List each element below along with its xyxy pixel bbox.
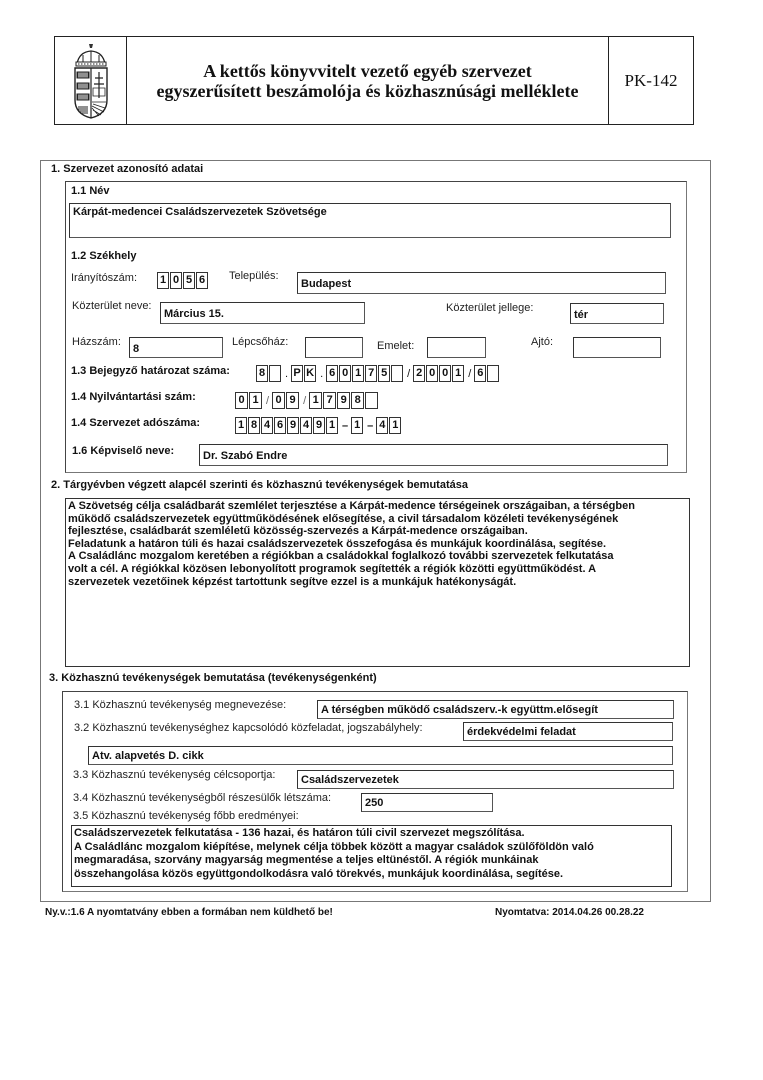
- public-task-field[interactable]: érdekvédelmi feladat: [463, 722, 673, 741]
- digit-cell[interactable]: 4: [261, 417, 273, 434]
- text-line: Feladatunk a határon túli és hazai családszervezetek összefogása és munkájuk koordinálása, segítése.: [68, 537, 607, 550]
- tax-number-field[interactable]: [235, 417, 402, 434]
- digit-cell[interactable]: 0: [439, 365, 451, 382]
- name-heading: 1.1 Név: [71, 185, 110, 197]
- section-2-title: 2. Tárgyévben végzett alapcél szerinti és közhasznú tevékenységek bemutatása: [51, 479, 468, 491]
- door-field[interactable]: [573, 337, 661, 358]
- house-number-field[interactable]: 8: [129, 337, 223, 358]
- section-3-title: 3. Közhasznú tevékenységek bemutatása (tevékenységenként): [49, 672, 377, 684]
- beneficiaries-field[interactable]: 250: [361, 793, 493, 812]
- staircase-field[interactable]: [305, 337, 363, 358]
- digit-cell[interactable]: 4: [300, 417, 312, 434]
- digit-cell[interactable]: 1: [352, 365, 364, 382]
- postcode-digit[interactable]: 5: [183, 272, 195, 289]
- registration-decision-label: 1.3 Bejegyző határozat száma:: [71, 365, 230, 377]
- digit-cell[interactable]: 1: [309, 392, 322, 409]
- form-title-line-2: egyszerűsített beszámolója és közhasznúsági melléklete: [156, 80, 579, 101]
- separator: /: [303, 395, 307, 407]
- digit-cell[interactable]: [391, 365, 403, 382]
- digit-cell[interactable]: [269, 365, 281, 382]
- target-group-label: 3.3 Közhasznú tevékenység célcsoportja:: [73, 769, 276, 781]
- digit-cell[interactable]: 6: [326, 365, 338, 382]
- digit-cell[interactable]: P: [291, 365, 303, 382]
- public-task-label: 3.2 Közhasznú tevékenységhez kapcsolódó közfeladat, jogszabályhely:: [74, 722, 423, 734]
- results-label: 3.5 Közhasznú tevékenység főbb eredményei:: [73, 810, 299, 822]
- digit-cell[interactable]: [487, 365, 499, 382]
- postcode-label: Irányítószám:: [71, 272, 138, 284]
- text-line: A Szövetség célja családbarát szemlélet terjesztése a Kárpát-medence térségeinek országaiban, a térségben: [68, 500, 635, 512]
- text-line: megmaradása, szorvány magyarság megmentése a teljes eltünéstől. A régiók munkáinak: [74, 854, 539, 866]
- digit-cell[interactable]: 0: [235, 392, 248, 409]
- activity-name-label: 3.1 Közhasznú tevékenység megnevezése:: [74, 699, 287, 711]
- digit-cell[interactable]: 9: [337, 392, 350, 409]
- digit-cell[interactable]: 9: [287, 417, 299, 434]
- representative-field[interactable]: Dr. Szabó Endre: [199, 444, 668, 466]
- digit-cell[interactable]: K: [304, 365, 316, 382]
- text-line: összehangolása közös együttgondolkodásra való törekvés, munkájuk koordinálása, segítése.: [74, 867, 564, 880]
- beneficiaries-label: 3.4 Közhasznú tevékenységből részesülők létszáma:: [73, 792, 332, 804]
- form-title-line-1: A kettős könyvvitelt vezető egyéb szervezet: [203, 60, 532, 81]
- text-line: A Családlánc mozgalom keretében a régiókban a családokkal foglalkozó további szervezetek felkutatása: [68, 550, 614, 563]
- house-number-label: Házszám:: [72, 336, 121, 348]
- separator: .: [320, 368, 324, 380]
- results-textarea[interactable]: [71, 825, 672, 887]
- legal-basis-field[interactable]: Atv. alapvetés D. cikk: [88, 746, 673, 765]
- digit-cell[interactable]: 1: [235, 417, 247, 434]
- city-label: Település:: [229, 270, 279, 282]
- digit-cell[interactable]: 1: [351, 417, 363, 434]
- separator: .: [285, 368, 289, 380]
- street-type-field[interactable]: tér: [570, 303, 664, 324]
- staircase-label: Lépcsőház:: [232, 336, 289, 348]
- text-line: A Családlánc mozgalom kiépítése, melynek célja többek között a magyar családok szülőföldön való: [74, 840, 594, 853]
- text-line: volt a cél. A régiókkal közösen lebonyolított programok segítették a régiók közötti együttműködést. A: [68, 562, 597, 575]
- floor-label: Emelet:: [377, 340, 415, 352]
- representative-label: 1.6 Képviselő neve:: [72, 445, 175, 457]
- city-field[interactable]: Budapest: [297, 272, 666, 294]
- digit-cell[interactable]: 1: [389, 417, 401, 434]
- digit-cell[interactable]: 1: [326, 417, 338, 434]
- postcode-digit[interactable]: 0: [170, 272, 182, 289]
- separator: /: [266, 395, 270, 407]
- floor-field[interactable]: [427, 337, 486, 358]
- tax-number-label: 1.4 Szervezet adószáma:: [71, 417, 201, 429]
- print-timestamp: Nyomtatva: 2014.04.26 00.28.22: [495, 907, 644, 918]
- street-type-label: Közterület jellege:: [446, 302, 534, 314]
- text-line: működő családszervezetek együttműködésének elősegítése, a civil társadalom közéleti tevékenységének: [68, 512, 619, 525]
- street-name-label: Közterület neve:: [72, 300, 152, 312]
- separator: –: [367, 420, 374, 432]
- postcode-field[interactable]: [157, 272, 209, 289]
- section-1-title: 1. Szervezet azonosító adatai: [51, 163, 204, 175]
- form-title: [127, 37, 609, 124]
- digit-cell[interactable]: 1: [249, 392, 262, 409]
- digit-cell[interactable]: 4: [376, 417, 388, 434]
- digit-cell[interactable]: 9: [313, 417, 325, 434]
- seat-heading: 1.2 Székhely: [71, 250, 137, 262]
- postcode-digit[interactable]: 1: [157, 272, 169, 289]
- digit-cell[interactable]: 6: [274, 417, 286, 434]
- street-name-field[interactable]: Március 15.: [160, 302, 365, 324]
- footer-notice: Ny.v.:1.6 A nyomtatvány ebben a formában nem küldhető be!: [45, 907, 333, 918]
- digit-cell[interactable]: 0: [426, 365, 438, 382]
- target-group-field[interactable]: Családszervezetek: [297, 770, 674, 789]
- digit-cell[interactable]: 7: [323, 392, 336, 409]
- digit-cell[interactable]: 7: [365, 365, 377, 382]
- digit-cell[interactable]: [365, 392, 378, 409]
- coat-of-arms-icon: [55, 37, 127, 124]
- digit-cell[interactable]: 1: [452, 365, 464, 382]
- activities-description-textarea[interactable]: [65, 498, 690, 667]
- digit-cell[interactable]: 0: [339, 365, 351, 382]
- door-label: Ajtó:: [531, 336, 554, 348]
- digit-cell[interactable]: 9: [286, 392, 299, 409]
- text-line: szervezetek vezetőinek képzést tartottunk segítve ezzel is a munkájuk hatékonyságát.: [68, 575, 517, 588]
- digit-cell[interactable]: 8: [351, 392, 364, 409]
- organization-name-field[interactable]: Kárpát-medencei Családszervezetek Szövetsége: [69, 203, 671, 238]
- digit-cell[interactable]: 8: [256, 365, 268, 382]
- registry-number-label: 1.4 Nyilvántartási szám:: [71, 391, 196, 403]
- digit-cell[interactable]: 2: [413, 365, 425, 382]
- separator: /: [407, 368, 411, 380]
- separator: /: [468, 368, 472, 380]
- activity-name-field[interactable]: A térségben működő családszerv.-k együttm.elősegít: [317, 700, 674, 719]
- digit-cell[interactable]: 6: [474, 365, 486, 382]
- separator: –: [342, 420, 349, 432]
- digit-cell[interactable]: 8: [248, 417, 260, 434]
- digit-cell[interactable]: 0: [272, 392, 285, 409]
- registration-decision-field[interactable]: [256, 365, 500, 382]
- postcode-digit[interactable]: 6: [196, 272, 208, 289]
- form-header: [54, 36, 694, 125]
- form-code: PK-142: [624, 70, 678, 90]
- text-line: fejlesztése, családbarát szemléletű közösség-szervezés a Kárpát-medence országaiban.: [68, 525, 528, 538]
- text-line: Családszervezetek felkutatása - 136 hazai, és határon túli civil szervezet megszólítása.: [74, 827, 525, 839]
- digit-cell[interactable]: 5: [378, 365, 390, 382]
- registry-number-field[interactable]: [235, 392, 379, 409]
